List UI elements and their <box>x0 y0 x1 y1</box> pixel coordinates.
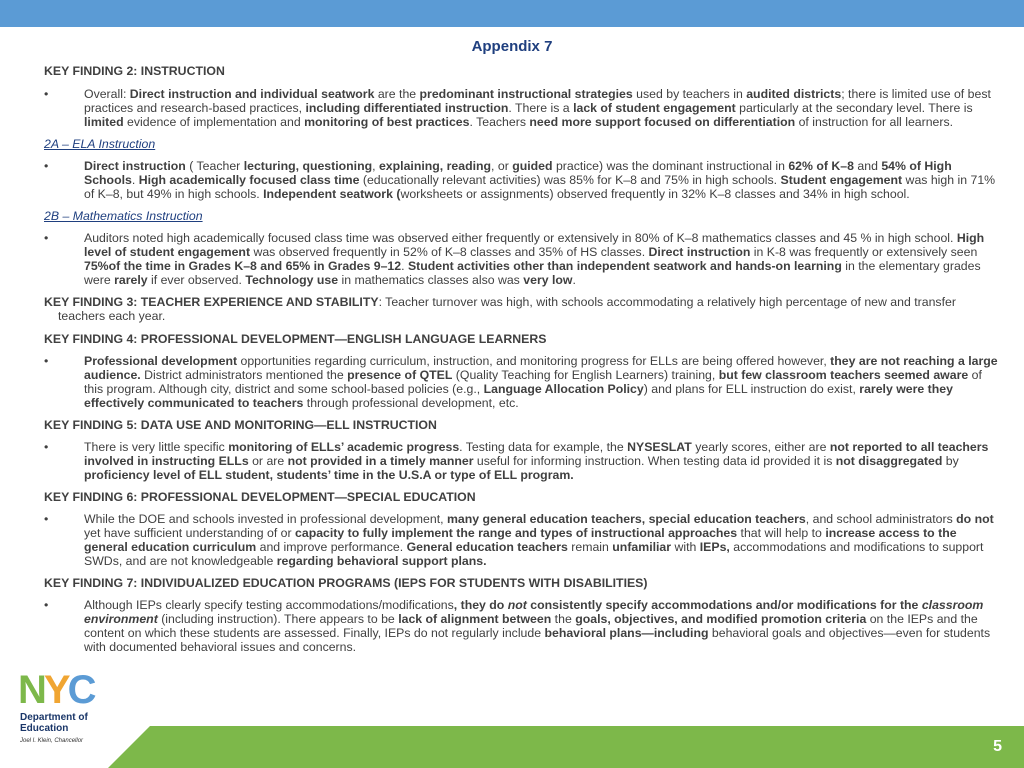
body-text: useful for informing instruction. When testing data id provided it is <box>473 454 836 468</box>
ela-bullet <box>44 159 1000 201</box>
body-text: . Teachers <box>469 115 530 129</box>
body-text: . <box>131 173 139 187</box>
emphasis-text: not disaggregated <box>835 454 943 468</box>
key-finding-3 <box>44 295 1000 323</box>
key-finding-7-heading: KEY FINDING 7: INDIVIDUALIZED EDUCATION PROGRAMS (IEPS FOR STUDENTS WITH DISABILITIES) <box>44 576 648 590</box>
logo-department-text: Department of <box>20 712 88 723</box>
emphasis-text: Student engagement <box>780 173 903 187</box>
emphasis-text: classroom environment <box>84 598 984 626</box>
body-text: by <box>942 454 959 468</box>
nyc-doe-logo <box>18 668 128 752</box>
key-finding-5-heading: KEY FINDING 5: DATA USE AND MONITORING—ELL INSTRUCTION <box>44 418 437 432</box>
emphasis-text: High level of student engagement <box>84 231 985 259</box>
emphasis-text: Direct instruction and individual seatwork <box>129 87 375 101</box>
emphasis-text: Language Allocation Policy <box>483 382 644 396</box>
emphasis-text: Direct instruction <box>84 159 186 173</box>
subheading-2b: 2B – Mathematics Instruction <box>44 209 203 223</box>
body-text: used by teachers in <box>632 87 747 101</box>
key-finding-4-bullet <box>44 354 1000 410</box>
body-text: . <box>572 273 576 287</box>
emphasis-text: lack of alignment between <box>398 612 552 626</box>
body-text: ( Teacher <box>185 159 244 173</box>
nyc-logo-mark <box>18 668 94 712</box>
bullet-icon: • <box>44 354 49 368</box>
bullet-text <box>84 159 995 201</box>
emphasis-text: capacity to fully implement the range and types of instructional approaches <box>295 526 738 540</box>
emphasis-text: very low <box>523 273 573 287</box>
body-text: with <box>671 540 700 554</box>
emphasis-text: including differentiated instruction <box>305 101 509 115</box>
emphasis-text: lecturing, questioning <box>243 159 373 173</box>
emphasis-text: 75%of the time in Grades K–8 and 65% in Grades 9–12 <box>84 259 402 273</box>
body-text: worksheets or assignments) observed frequently in 32% K–8 classes and 34% in high school. <box>400 187 910 201</box>
emphasis-text: Professional development <box>84 354 238 368</box>
emphasis-text: many general education teachers, special education teachers <box>446 512 806 526</box>
emphasis-text: Technology use <box>245 273 339 287</box>
emphasis-text: Independent seatwork ( <box>263 187 401 201</box>
key-finding-4-heading: KEY FINDING 4: PROFESSIONAL DEVELOPMENT—ENGLISH LANGUAGE LEARNERS <box>44 332 547 346</box>
emphasis-text: monitoring of best practices <box>304 115 470 129</box>
top-accent-bar <box>0 0 1024 27</box>
body-text: are the <box>374 87 420 101</box>
page-number: 5 <box>993 738 1002 755</box>
emphasis-text: NYSESLAT <box>627 440 692 454</box>
body-text: . There is a <box>508 101 574 115</box>
slide-body <box>44 64 1000 654</box>
body-text: particularly at the secondary level. There is <box>735 101 973 115</box>
body-text: . Testing data for example, the <box>459 440 628 454</box>
body-text: While the DOE and schools invested in professional development, <box>84 512 447 526</box>
body-text: practice) was the dominant instructional in <box>552 159 789 173</box>
emphasis-text: not provided in a timely manner <box>287 454 474 468</box>
emphasis-text: not <box>507 598 527 612</box>
key-finding-6-heading: KEY FINDING 6: PROFESSIONAL DEVELOPMENT—SPECIAL EDUCATION <box>44 490 476 504</box>
body-text: in K-8 was frequently or extensively seen <box>750 245 978 259</box>
subheading-2a: 2A – ELA Instruction <box>44 137 156 151</box>
body-text: yet have sufficient understanding of or <box>84 526 296 540</box>
key-finding-2-heading: KEY FINDING 2: INSTRUCTION <box>44 64 225 78</box>
emphasis-text: rarely were they effectively communicated to teachers <box>84 382 953 410</box>
body-text: accommodations and modifications to support SWDs, and are not knowledgeable <box>84 540 984 568</box>
emphasis-text: Direct instruction <box>648 245 751 259</box>
body-text: District administrators mentioned the <box>140 368 348 382</box>
bullet-text <box>84 512 994 568</box>
body-text: behavioral goals and objectives—even for students with documented behavioral issues and concerns. <box>84 626 991 654</box>
emphasis-text: audited districts <box>746 87 842 101</box>
body-text: on the IEPs and the content on which these students are assessed. Finally, IEPs do not regularly include <box>84 612 978 640</box>
body-text: (Quality Teaching for English Learners) training, <box>452 368 719 382</box>
emphasis-text: do not <box>956 512 994 526</box>
body-text: evidence of implementation and <box>123 115 305 129</box>
bullet-text <box>84 354 998 410</box>
logo-letter-n: N <box>18 668 44 712</box>
body-text: if ever observed. <box>147 273 246 287</box>
body-text: There is very little specific <box>84 440 229 454</box>
emphasis-text: monitoring of ELLs’ academic progress <box>228 440 460 454</box>
body-text: opportunities regarding curriculum, instruction, and monitoring progress for ELLs are being offered however, <box>237 354 831 368</box>
emphasis-text: limited <box>84 115 124 129</box>
body-text: and <box>853 159 882 173</box>
body-text: (educationally relevant activities) was 85% for K–8 and 75% in high schools. <box>359 173 781 187</box>
emphasis-text: unfamiliar <box>612 540 672 554</box>
bullet-text <box>84 87 991 129</box>
bullet-icon: • <box>44 598 49 612</box>
logo-chancellor-text: Joel I. Klein, Chancellor <box>20 738 84 744</box>
emphasis-text: explaining, reading <box>378 159 492 173</box>
emphasis-text: not reported to all teachers involved in instructing ELLs <box>84 440 989 468</box>
body-text: that will help to <box>737 526 826 540</box>
body-text: was high in 71% of K–8, but 49% in high schools. <box>84 173 996 201</box>
emphasis-text: they are not reaching a large audience. <box>84 354 998 382</box>
logo-education-text: Education <box>20 723 69 734</box>
footer-band <box>0 726 1024 768</box>
bullet-icon: • <box>44 512 49 526</box>
key-finding-5-bullet <box>44 440 1000 482</box>
body-text: through professional development, etc. <box>303 396 519 410</box>
bullet-icon: • <box>44 159 49 173</box>
bullet-icon: • <box>44 440 49 454</box>
emphasis-text: IEPs, <box>699 540 730 554</box>
body-text: : Teacher turnover was high, with schools accommodating a relatively high percentage of new and transfer teachers each year. <box>58 295 956 323</box>
body-text: Auditors noted high academically focused class time was observed either frequently or extensively in 80% of K–8 mathematics classes and 45 % in high school. <box>84 231 957 245</box>
body-text: in mathematics classes also was <box>338 273 524 287</box>
body-text: remain <box>567 540 613 554</box>
body-text: , <box>372 159 379 173</box>
emphasis-text: predominant instructional strategies <box>419 87 633 101</box>
emphasis-text: goals, objectives, and modified promotion criteria <box>575 612 867 626</box>
body-text: the <box>551 612 576 626</box>
emphasis-text: 54% of High Schools <box>84 159 952 187</box>
key-finding-7-bullet <box>44 598 1000 654</box>
footer-green-band <box>108 726 1024 768</box>
emphasis-text: guided <box>512 159 553 173</box>
emphasis-text: but few classroom teachers seemed aware <box>718 368 969 382</box>
emphasis-text: increase access to the general education curriculum <box>84 526 957 554</box>
logo-letter-c: C <box>67 668 94 712</box>
emphasis-text: behavioral plans—including <box>544 626 709 640</box>
body-text: , and school administrators <box>805 512 957 526</box>
body-text: and improve performance. <box>256 540 407 554</box>
emphasis-text: rarely <box>114 273 148 287</box>
bullet-text <box>84 231 984 287</box>
bullet-icon: • <box>44 87 49 101</box>
body-text: (including instruction). There appears to be <box>157 612 399 626</box>
body-text: ; there is limited use of best practices and research-based practices, <box>84 87 991 115</box>
body-text: . <box>401 259 408 273</box>
bullet-icon: • <box>44 231 49 245</box>
key-finding-2-bullet <box>44 87 1000 129</box>
emphasis-text: presence of QTEL <box>347 368 453 382</box>
body-text: was observed frequently in 52% of K–8 classes and 35% of HS classes. <box>250 245 649 259</box>
emphasis-text: lack of student engagement <box>573 101 736 115</box>
body-text: ) and plans for ELL instruction do exist, <box>643 382 860 396</box>
emphasis-text: proficiency level of ELL student, students’ time in the U.S.A or type of ELL program. <box>84 468 574 482</box>
emphasis-text: General education teachers <box>406 540 568 554</box>
emphasis-text: High academically focused class time <box>138 173 360 187</box>
body-text: Although IEPs clearly specify testing accommodations/modifications <box>84 598 454 612</box>
emphasis-text: need more support focused on differentiation <box>529 115 796 129</box>
emphasis-text: Student activities other than independent seatwork and hands-on learning <box>407 259 842 273</box>
emphasis-text: KEY FINDING 3: TEACHER EXPERIENCE AND STABILITY <box>44 295 379 309</box>
body-text: in the elementary grades were <box>84 259 981 287</box>
body-text: or are <box>248 454 288 468</box>
key-finding-6-bullet <box>44 512 1000 568</box>
bullet-text <box>84 598 990 654</box>
bullet-text <box>84 440 988 482</box>
body-text: of this program. Although city, district and some school-based policies (e.g., <box>84 368 982 396</box>
logo-letter-y: Y <box>43 668 68 712</box>
body-text: yearly scores, either are <box>691 440 830 454</box>
math-bullet <box>44 231 1000 287</box>
body-text: of instruction for all learners. <box>795 115 954 129</box>
body-text: Overall: <box>84 87 130 101</box>
emphasis-text: , they do <box>453 598 508 612</box>
page-title: Appendix 7 <box>471 38 553 55</box>
body-text: , or <box>491 159 513 173</box>
emphasis-text: consistently specify accommodations and/or modifications for the <box>526 598 922 612</box>
emphasis-text: 62% of K–8 <box>788 159 854 173</box>
emphasis-text: regarding behavioral support plans. <box>276 554 487 568</box>
